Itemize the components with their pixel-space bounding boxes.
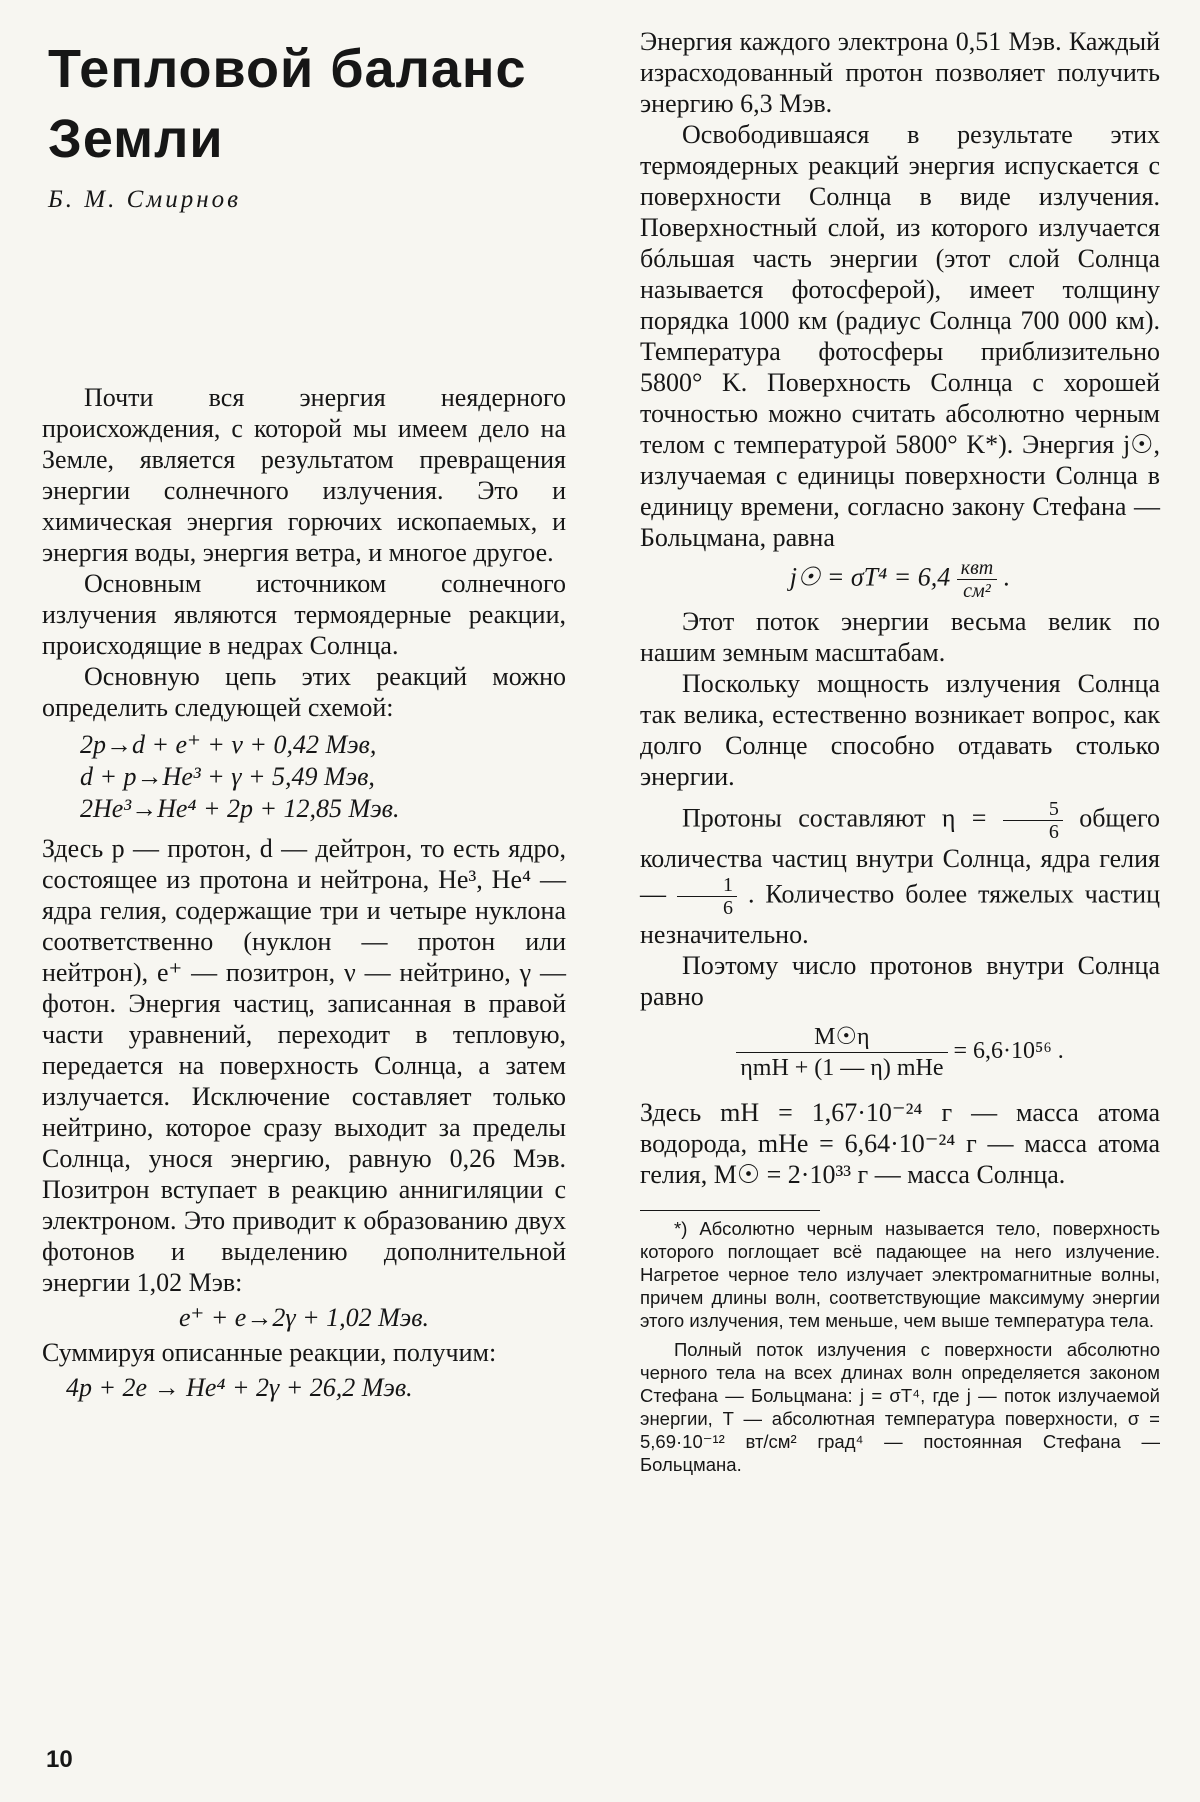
unit-fraction	[957, 557, 997, 602]
footnote: Полный поток излучения с поверхности абсолютно черного тела на всех длинах волн определяется законом Стефана — Больцмана: j = σT⁴, где j — поток излучаемой энергии, T — абсолютная температура поверхности, σ = 5,69·10⁻¹² вт/см² град⁴ — постоянная Стефана — Больцмана.	[640, 1339, 1160, 1475]
footnote: *) Абсолютно черным называется тело, поверхность которого поглощает всё падающее на него излучение. Нагретое черное тело излучает электромагнитные волны, причем длины волн, соответствующие максимуму энергии этого излучения, тем меньше, чем выше температура тела.	[640, 1218, 1160, 1331]
fraction-result: = 6,6·10⁵⁶ .	[953, 1038, 1064, 1065]
fraction-numerator: 1	[677, 874, 737, 897]
fraction-numerator: квт	[957, 557, 997, 580]
reaction-line: d + p→He³ + γ + 5,49 Мэв,	[80, 762, 375, 791]
reaction-scheme	[42, 729, 566, 825]
equation-left: j☉ = σT⁴ = 6,4	[789, 562, 951, 592]
text-run: . Количество более тяжелых частиц незначительно.	[640, 879, 1161, 949]
article-title: Тепловой баланс Земли	[48, 39, 527, 169]
proton-count-equation	[640, 1022, 1160, 1083]
paragraph: Энергия каждого электрона 0,51 Мэв. Каждый израсходованный протон позволяет получить энергию 6,3 Мэв.	[640, 27, 1160, 118]
page-number: 10	[46, 1746, 73, 1773]
text-run: Протоны составляют η =	[682, 803, 987, 833]
fraction-numerator: 5	[1003, 798, 1063, 821]
footnote-divider	[640, 1210, 820, 1211]
paragraph: Поскольку мощность излучения Солнца так велика, естественно возникает вопрос, как долго Солнце способно отдавать столько энергии.	[640, 669, 1160, 791]
paragraph: Суммируя описанные реакции, получим:	[42, 1338, 497, 1367]
paragraph	[640, 798, 1160, 950]
paragraph: Почти вся энергия неядерного происхождения, с которой мы имеем дело на Земле, является результатом превращения энергии солнечного излучения. Это и химическая энергия горючих ископаемых, и энергия воды, энергия ветра, и многое другое.	[42, 383, 566, 567]
paragraph: Основную цепь этих реакций можно определить следующей схемой:	[42, 662, 566, 722]
left-column	[42, 382, 566, 1407]
paragraph: Основным источником солнечного излучения являются термоядерные реакции, происходящие в недрах Солнца.	[42, 569, 566, 660]
reaction-line: 2He³→He⁴ + 2p + 12,85 Мэв.	[80, 794, 400, 823]
reaction-line: 2p→d + e⁺ + ν + 0,42 Мэв,	[80, 730, 377, 759]
fraction-denominator: 6	[1048, 821, 1059, 843]
right-column	[640, 26, 1160, 1476]
fraction-numerator: M☉η	[736, 1022, 947, 1053]
paragraph: Здесь mH = 1,67·10⁻²⁴ г — масса атома водорода, mHe = 6,64·10⁻²⁴ г — масса атома гелия, M☉ = 2·10³³ г — масса Солнца.	[640, 1098, 1160, 1189]
text-run: общего количества частиц внутри Солнца, ядра гелия —	[640, 803, 1161, 909]
author: Б. М. Смирнов	[48, 186, 241, 213]
annihilation-equation: e⁺ + e→2γ + 1,02 Мэв.	[178, 1303, 430, 1332]
fraction-denominator: ηmH + (1 — η) mHe	[740, 1055, 944, 1081]
summary-equation: 4p + 2e → He⁴ + 2γ + 26,2 Мэв.	[66, 1373, 413, 1402]
proton-fraction	[1003, 798, 1063, 843]
paragraph: Здесь p — протон, d — дейтрон, то есть ядро, состоящее из протона и нейтрона, He³, He⁴ — ядра гелия, содержащие три и четыре нуклона соответственно (нуклон — протон или нейтрон), e⁺ — позитрон, ν — нейтрино, γ — фотон. Энергия частиц, записанная в правой части уравнений, переходит в тепловую, передается на поверхность Солнца, а затем излучается. Исключение составляет только нейтрино, которое сразу выходит за пределы Солнца, унося энергию, равную 0,26 Мэв. Позитрон вступает в реакцию аннигиляции с электроном. Это приводит к образованию двух фотонов и выделению дополнительной энергии 1,02 Мэв:	[42, 834, 566, 1297]
count-fraction	[736, 1022, 947, 1083]
fraction-denominator: 6	[722, 897, 733, 919]
stefan-boltzmann-equation	[640, 557, 1160, 602]
helium-fraction	[677, 874, 737, 919]
paragraph: Освободившаяся в результате этих термоядерных реакций энергия испускается с поверхности Солнца в виде излучения. Поверхностный слой, из которого излучается бóльшая часть энергии (этот слой Солнца называется фотосферой), имеет толщину порядка 1000 км (радиус Солнца 700 000 км). Температура фотосферы приблизительно 5800° K. Поверхность Солнца с хорошей точностью можно считать абсолютно черным телом с температурой 5800° K*). Энергия j☉, излучаемая с единицы поверхности Солнца в единицу времени, согласно закону Стефана — Больцмана, равна	[640, 120, 1160, 552]
fraction-denominator: см²	[963, 580, 991, 602]
paragraph: Поэтому число протонов внутри Солнца равно	[640, 951, 1160, 1011]
equation-end: .	[1003, 562, 1011, 592]
paragraph: Этот поток энергии весьма велик по нашим земным масштабам.	[640, 607, 1160, 667]
